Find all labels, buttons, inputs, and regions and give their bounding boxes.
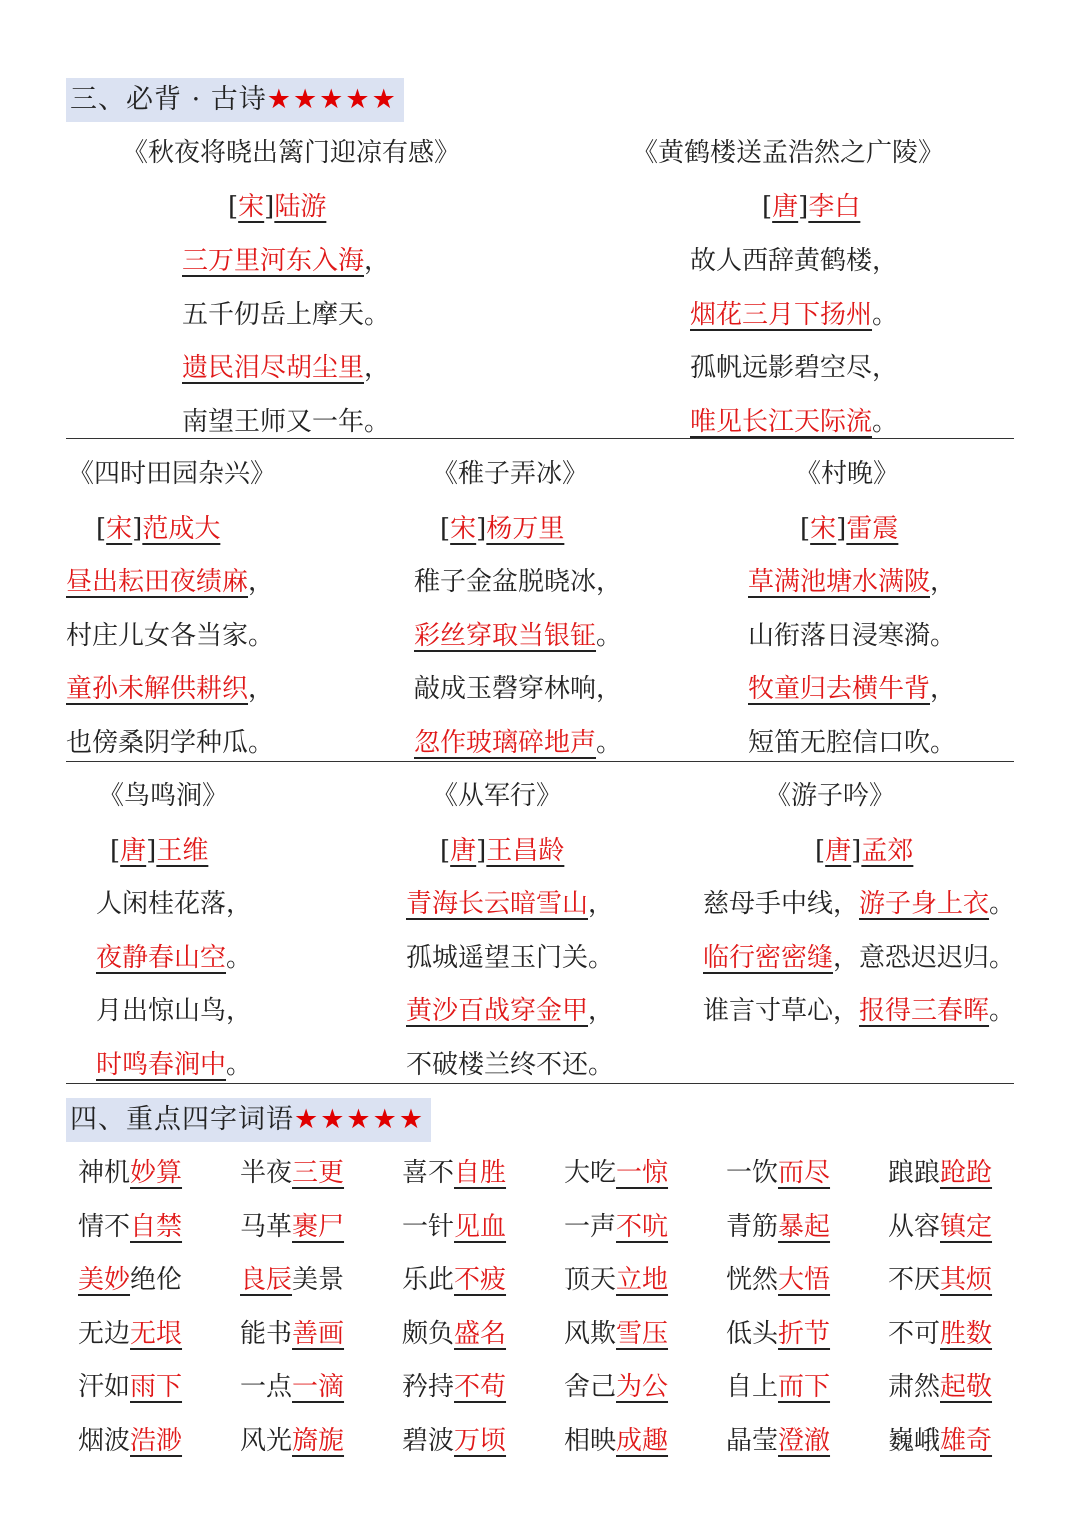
line-text: 也傍桑阴学种瓜。: [66, 727, 275, 758]
poem-dynasty: 唐: [825, 836, 852, 866]
word-given: 顶天: [564, 1265, 617, 1295]
line-answer: 游子身上衣: [859, 889, 990, 919]
word-given: 马革: [240, 1211, 293, 1242]
line-answer: 遗民泪尽胡尘里: [182, 353, 365, 383]
line-punct: ，: [588, 889, 615, 919]
line-answer: 唯见长江天际流: [690, 406, 873, 437]
word-answer: 三更: [292, 1158, 345, 1188]
line-punct: 。: [596, 620, 623, 651]
word-item: [402, 1414, 506, 1468]
word-given: 无边: [78, 1318, 131, 1349]
word-answer: 一惊: [616, 1158, 669, 1188]
line-punct: 。: [872, 406, 899, 437]
word-given: 风光: [240, 1425, 293, 1456]
poem-dynasty: 宋: [450, 514, 477, 544]
poem-dynasty: 唐: [120, 836, 147, 866]
word-item: [402, 1146, 506, 1200]
line-punct: 。: [226, 942, 253, 973]
poem-author: 王昌龄: [486, 836, 565, 866]
word-item: [564, 1200, 668, 1254]
poem-line: [703, 877, 1015, 931]
word-item: [78, 1307, 182, 1361]
poem-line: [406, 931, 614, 985]
poem-line: [690, 395, 898, 449]
poem-line: [182, 341, 390, 395]
word-given: 乐此: [402, 1265, 455, 1295]
word-item: [888, 1307, 992, 1361]
poem-line: [748, 555, 956, 609]
word-answer: 镇定: [940, 1211, 993, 1242]
word-given: 一饮: [726, 1158, 779, 1188]
word-answer: 妙算: [130, 1158, 183, 1188]
word-answer: 见血: [454, 1211, 507, 1242]
word-item: [888, 1146, 992, 1200]
line-text: 孤城遥望玉门关。: [406, 942, 615, 973]
word-given: 情不: [78, 1211, 131, 1242]
word-answer: 立地: [616, 1265, 669, 1295]
word-answer: 暴起: [778, 1211, 831, 1242]
word-answer: 成趣: [616, 1425, 669, 1456]
poem-line: [414, 609, 622, 663]
word-item: [240, 1360, 344, 1414]
word-item: [726, 1360, 830, 1414]
word-item: [78, 1146, 182, 1200]
poem-line: [690, 341, 898, 395]
word-item: [888, 1253, 992, 1307]
word-item: [888, 1414, 992, 1468]
line-answer: 彩丝穿取当银钲: [414, 620, 597, 651]
word-answer: 跄跄: [940, 1158, 993, 1188]
word-answer: 不苟: [454, 1372, 507, 1402]
poem-dynasty: 宋: [106, 514, 133, 544]
line-answer: 草满池塘水满陂: [748, 567, 931, 597]
line-answer: 昼出耘田夜绩麻: [66, 567, 249, 597]
word-answer: 雄奇: [940, 1425, 993, 1456]
word-answer: 善画: [292, 1318, 345, 1349]
word-answer: 浩渺: [130, 1425, 183, 1456]
poem-author: 杨万里: [486, 514, 565, 544]
line-text: 月出惊山鸟，: [96, 996, 253, 1026]
line-text: 村庄儿女各当家。: [66, 620, 275, 651]
poem-line: [703, 984, 1015, 1038]
line-text: 谁言寸草心，: [703, 996, 860, 1026]
word-given: 不厌: [888, 1265, 941, 1295]
word-given: 碧波: [402, 1425, 455, 1456]
poem-line: [406, 984, 614, 1038]
line-text: 南望王师又一年。: [182, 406, 391, 437]
word-answer: 大悟: [778, 1265, 831, 1295]
word-item: [564, 1253, 668, 1307]
line-punct: 。: [989, 996, 1016, 1026]
poem-line: [748, 609, 956, 663]
line-answer: 烟花三月下扬州: [690, 299, 873, 330]
word-item: [78, 1360, 182, 1414]
line-punct: 。: [596, 727, 623, 758]
word-answer: 盛名: [454, 1318, 507, 1349]
poem-dynasty: 唐: [450, 836, 477, 866]
poem-title: 《从军行》: [432, 781, 563, 811]
poem-author: 王维: [156, 836, 209, 866]
word-given: 烟波: [78, 1425, 131, 1456]
section-3-title: 三、必背 · 古诗: [70, 84, 267, 115]
poem-line: [66, 609, 274, 663]
poem-line: [96, 931, 252, 985]
poem-title: 《黄鹤楼送孟浩然之广陵》: [632, 138, 945, 168]
poem-author: 陆游: [274, 192, 327, 222]
word-answer: 无垠: [130, 1318, 183, 1349]
poem-line: [66, 555, 274, 609]
word-given: 不可: [888, 1318, 941, 1349]
word-given: 舍己: [564, 1372, 617, 1402]
word-answer: 自禁: [130, 1211, 183, 1242]
line-text: 稚子金盆脱晓冰，: [414, 567, 623, 597]
section-4-header: [66, 1098, 431, 1142]
line-punct: 。: [872, 299, 899, 330]
line-answer: 牧童归去横牛背: [748, 674, 931, 704]
word-given: 大吃: [564, 1158, 617, 1188]
word-item: [402, 1307, 506, 1361]
word-item: [240, 1414, 344, 1468]
line-text: 故人西辞黄鹤楼，: [690, 246, 899, 276]
poem-line: [182, 234, 390, 288]
word-given: 自上: [726, 1372, 779, 1402]
word-given: 一点: [240, 1372, 293, 1402]
word-given: 一针: [402, 1211, 455, 1242]
word-given: 相映: [564, 1425, 617, 1456]
line-punct: 。: [989, 889, 1016, 919]
word-item: [888, 1200, 992, 1254]
word-given: 风欺: [564, 1318, 617, 1349]
line-answer: 童孙未解供耕织: [66, 674, 249, 704]
poem-line: [406, 877, 614, 931]
line-punct: ，: [248, 567, 275, 597]
line-answer: 临行密密缝: [703, 942, 834, 973]
word-answer: 旖旎: [292, 1425, 345, 1456]
word-given: 绝伦: [130, 1265, 183, 1295]
divider-1: [66, 438, 1014, 439]
word-answer: 起敬: [940, 1372, 993, 1402]
poem-line: [703, 931, 1015, 985]
poem-line: [96, 877, 252, 931]
poem-line: [414, 662, 622, 716]
word-given: 从容: [888, 1211, 941, 1242]
poem-title: 《秋夜将晓出篱门迎凉有感》: [122, 138, 461, 168]
word-answer: 万顷: [454, 1425, 507, 1456]
word-item: [240, 1146, 344, 1200]
word-item: [240, 1253, 344, 1307]
poem-title: 《村晚》: [795, 459, 900, 489]
word-answer: 胜数: [940, 1318, 993, 1349]
word-item: [726, 1307, 830, 1361]
word-item: [402, 1253, 506, 1307]
poem-title: 《游子吟》: [765, 781, 896, 811]
line-answer: 黄沙百战穿金甲: [406, 996, 589, 1026]
word-item: [564, 1360, 668, 1414]
word-item: [888, 1360, 992, 1414]
line-text: 孤帆远影碧空尽，: [690, 353, 899, 383]
word-given: 低头: [726, 1318, 779, 1349]
word-item: [726, 1146, 830, 1200]
divider-2: [66, 761, 1014, 762]
section-3-stars: ★★★★★: [266, 84, 398, 115]
word-given: 踉踉: [888, 1158, 941, 1188]
word-item: [78, 1200, 182, 1254]
poem-author: 雷震: [846, 514, 899, 544]
line-text: 山衔落日浸寒漪。: [748, 620, 957, 651]
line-punct: ，: [248, 674, 275, 704]
poem-line: [690, 288, 898, 342]
line-punct: ，: [930, 674, 957, 704]
line-answer: 夜静春山空: [96, 942, 227, 973]
poem-line: [182, 288, 390, 342]
word-item: [564, 1146, 668, 1200]
poem-line: [96, 984, 252, 1038]
word-answer: 一滴: [292, 1372, 345, 1402]
word-item: [78, 1414, 182, 1468]
word-item: [726, 1200, 830, 1254]
word-given: 颇负: [402, 1318, 455, 1349]
word-given: 神机: [78, 1158, 131, 1188]
divider-3: [66, 1083, 1014, 1084]
word-given: 汗如: [78, 1372, 131, 1402]
word-answer: 而下: [778, 1372, 831, 1402]
line-answer: 报得三春晖: [859, 996, 990, 1026]
word-given: 美景: [292, 1265, 345, 1295]
word-answer: 澄澈: [778, 1425, 831, 1456]
word-given: 一声: [564, 1211, 617, 1242]
word-answer: 折节: [778, 1318, 831, 1349]
word-item: [402, 1360, 506, 1414]
word-given: 青筋: [726, 1211, 779, 1242]
poem-line: [182, 395, 390, 449]
poem-author: 李白: [808, 192, 861, 222]
word-given: 晶莹: [726, 1425, 779, 1456]
poem-title: 《稚子弄冰》: [432, 459, 589, 489]
poem-dynasty: 唐: [772, 192, 799, 222]
word-item: [564, 1414, 668, 1468]
poem-line: [66, 662, 274, 716]
word-given: 肃然: [888, 1372, 941, 1402]
poem-line: [690, 234, 898, 288]
poem-author: 范成大: [142, 514, 221, 544]
line-answer: 忽作玻璃碎地声: [414, 727, 597, 758]
line-answer: 青海长云暗雪山: [406, 889, 589, 919]
line-text: 人闲桂花落，: [96, 889, 253, 919]
word-given: 能书: [240, 1318, 293, 1349]
line-punct: 。: [226, 1049, 253, 1080]
word-answer: 良辰: [240, 1265, 293, 1295]
line-text: 短笛无腔信口吹。: [748, 727, 957, 758]
word-answer: 为公: [616, 1372, 669, 1402]
word-item: [726, 1253, 830, 1307]
line-text: 不破楼兰终不还。: [406, 1049, 615, 1080]
section-3-header: [66, 78, 404, 122]
poem-dynasty: 宋: [810, 514, 837, 544]
section-4-stars: ★★★★★: [294, 1104, 426, 1135]
line-text: 敲成玉磬穿林响，: [414, 674, 623, 704]
word-item: [78, 1253, 182, 1307]
section-4-title: 四、重点四字词语: [70, 1104, 294, 1135]
word-answer: 而尽: [778, 1158, 831, 1188]
word-answer: 雪压: [616, 1318, 669, 1349]
word-answer: 裹尸: [292, 1211, 345, 1242]
line-punct: ，意恐迟迟归。: [833, 942, 1016, 973]
poem-dynasty: 宋: [238, 192, 265, 222]
word-answer: 其烦: [940, 1265, 993, 1295]
word-answer: 雨下: [130, 1372, 183, 1402]
line-punct: ，: [364, 353, 391, 383]
word-given: 半夜: [240, 1158, 293, 1188]
line-punct: ，: [364, 246, 391, 276]
word-given: 巍峨: [888, 1425, 941, 1456]
line-text: 慈母手中线，: [703, 889, 860, 919]
line-punct: ，: [930, 567, 957, 597]
word-item: [726, 1414, 830, 1468]
word-item: [240, 1307, 344, 1361]
line-answer: 时鸣春涧中: [96, 1049, 227, 1080]
word-answer: 不吭: [616, 1211, 669, 1242]
word-answer: 不疲: [454, 1265, 507, 1295]
word-answer: 美妙: [78, 1265, 131, 1295]
poem-title: 《四时田园杂兴》: [68, 459, 277, 489]
line-text: 五千仞岳上摩天。: [182, 299, 391, 330]
word-given: 喜不: [402, 1158, 455, 1188]
word-item: [402, 1200, 506, 1254]
poem-line: [414, 555, 622, 609]
word-given: 恍然: [726, 1265, 779, 1295]
word-given: 矜持: [402, 1372, 455, 1402]
word-item: [240, 1200, 344, 1254]
word-answer: 自胜: [454, 1158, 507, 1188]
word-item: [564, 1307, 668, 1361]
poem-author: 孟郊: [861, 836, 914, 866]
poem-title: 《鸟鸣涧》: [98, 781, 229, 811]
line-answer: 三万里河东入海: [182, 246, 365, 276]
line-punct: ，: [588, 996, 615, 1026]
poem-line: [748, 662, 956, 716]
